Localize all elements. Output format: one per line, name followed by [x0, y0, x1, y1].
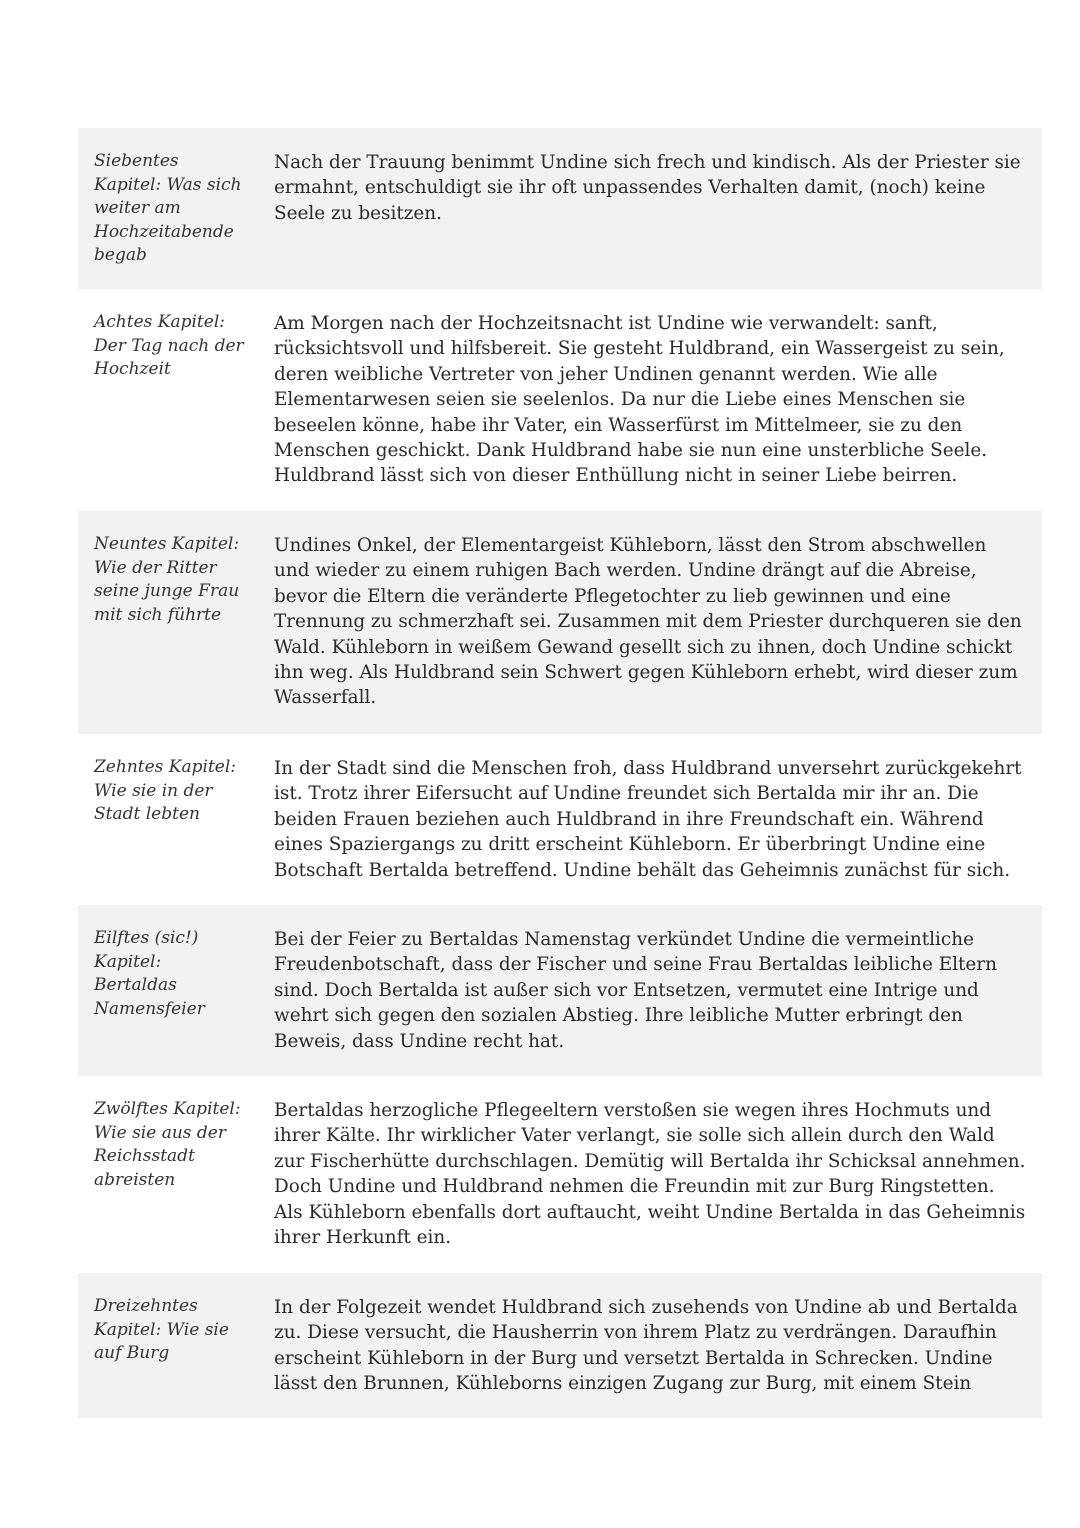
chapter-row: [78, 128, 1042, 289]
chapter-summary: Undines Onkel, der Elementargeist Kühleborn, lässt den Strom abschwellen und wieder zu einem ruhigen Bach werden. Undine drängt auf die Abreise, bevor die Eltern die veränderte Pflegetochter zu lieb gewinnen und eine Trennung zu schmerzhaft sei. Zusammen mit dem Priester durchqueren sie den Wald. Kühleborn in weißem Gewand gesellt sich zu ihnen, doch Undine schickt ihn weg. Als Huldbrand sein Schwert gegen Kühleborn erhebt, wird dieser zum Wasserfall.: [274, 535, 1022, 709]
chapter-title: Zehntes Kapitel: Wie sie in der Stadt lebten: [94, 757, 237, 824]
chapter-row: [78, 734, 1042, 905]
chapter-title: Achtes Kapitel: Der Tag nach der Hochzeit: [94, 312, 244, 379]
chapter-title: Dreizehntes Kapitel: Wie sie auf Burg: [94, 1296, 229, 1363]
chapter-row: [78, 511, 1042, 734]
chapter-title: Zwölftes Kapitel: Wie sie aus der Reichsstadt abreisten: [94, 1099, 241, 1190]
chapter-summary: Bertaldas herzogliche Pflegeeltern verstoßen sie wegen ihres Hochmuts und ihrer Kälte. Ihr wirklicher Vater verlangt, sie solle sich allein durch den Wald zur Fischerhütte durchschlagen. Demütig will Bertalda ihr Schicksal annehmen. Doch Undine und Huldbrand nehmen die Freundin mit zur Burg Ringstetten. Als Kühleborn ebenfalls dort auftaucht, weiht Undine Bertalda in das Geheimnis ihrer Herkunft ein.: [274, 1100, 1026, 1249]
chapter-summary: Nach der Trauung benimmt Undine sich frech und kindisch. Als der Priester sie ermahnt, entschuldigt sie ihr oft unpassendes Verhalten damit, (noch) keine Seele zu besitzen.: [274, 152, 1021, 224]
chapter-summary: Am Morgen nach der Hochzeitsnacht ist Undine wie verwandelt: sanft, rücksichtsvoll und hilfsbereit. Sie gesteht Huldbrand, ein Wassergeist zu sein, deren weibliche Vertreter von jeher Undinen genannt werden. Wie alle Elementarwesen seien sie seelenlos. Da nur die Liebe eines Menschen sie beseelen könne, habe ihr Vater, ein Wasserfürst im Mittelmeer, sie zu den Menschen geschickt. Dank Huldbrand habe sie nun eine unsterbliche Seele. Huldbrand lässt sich von dieser Enthüllung nicht in seiner Liebe beirren.: [274, 313, 1005, 487]
chapter-summary: In der Stadt sind die Menschen froh, dass Huldbrand unversehrt zurückgekehrt ist. Trotz ihrer Eifersucht auf Undine freundet sich Bertalda mir ihr an. Die beiden Frauen beziehen auch Huldbrand in ihre Freundschaft ein. Während eines Spaziergangs zu dritt erscheint Kühleborn. Er überbringt Undine eine Botschaft Bertalda betreffend. Undine behält das Geheimnis zunächst für sich.: [274, 758, 1022, 881]
chapter-title: Eilftes (sic!) Kapitel: Bertaldas Namensfeier: [94, 928, 205, 1019]
chapter-summary: In der Folgezeit wendet Huldbrand sich zusehends von Undine ab und Bertalda zu. Diese versucht, die Hausherrin von ihrem Platz zu verdrängen. Daraufhin erscheint Kühleborn in der Burg und versetzt Bertalda in Schrecken. Undine lässt den Brunnen, Kühleborns einzigen Zugang zur Burg, mit einem Stein: [274, 1297, 1018, 1395]
chapter-title: Siebentes Kapitel: Was sich weiter am Hochzeitabende begab: [94, 151, 242, 265]
chapter-row: [78, 905, 1042, 1076]
chapter-row: [78, 1076, 1042, 1273]
chapter-title: Neuntes Kapitel: Wie der Ritter seine junge Frau mit sich führte: [94, 534, 240, 625]
chapter-summary: Bei der Feier zu Bertaldas Namenstag verkündet Undine die vermeintliche Freudenbotschaft, dass der Fischer und seine Frau Bertaldas leibliche Eltern sind. Doch Bertalda ist außer sich vor Entsetzen, vermutet eine Intrige und wehrt sich gegen den sozialen Abstieg. Ihre leibliche Mutter erbringt den Beweis, dass Undine recht hat.: [274, 929, 997, 1052]
chapter-row: [78, 1273, 1042, 1418]
chapter-summary-table: [78, 128, 1042, 1418]
chapter-row: [78, 289, 1042, 511]
